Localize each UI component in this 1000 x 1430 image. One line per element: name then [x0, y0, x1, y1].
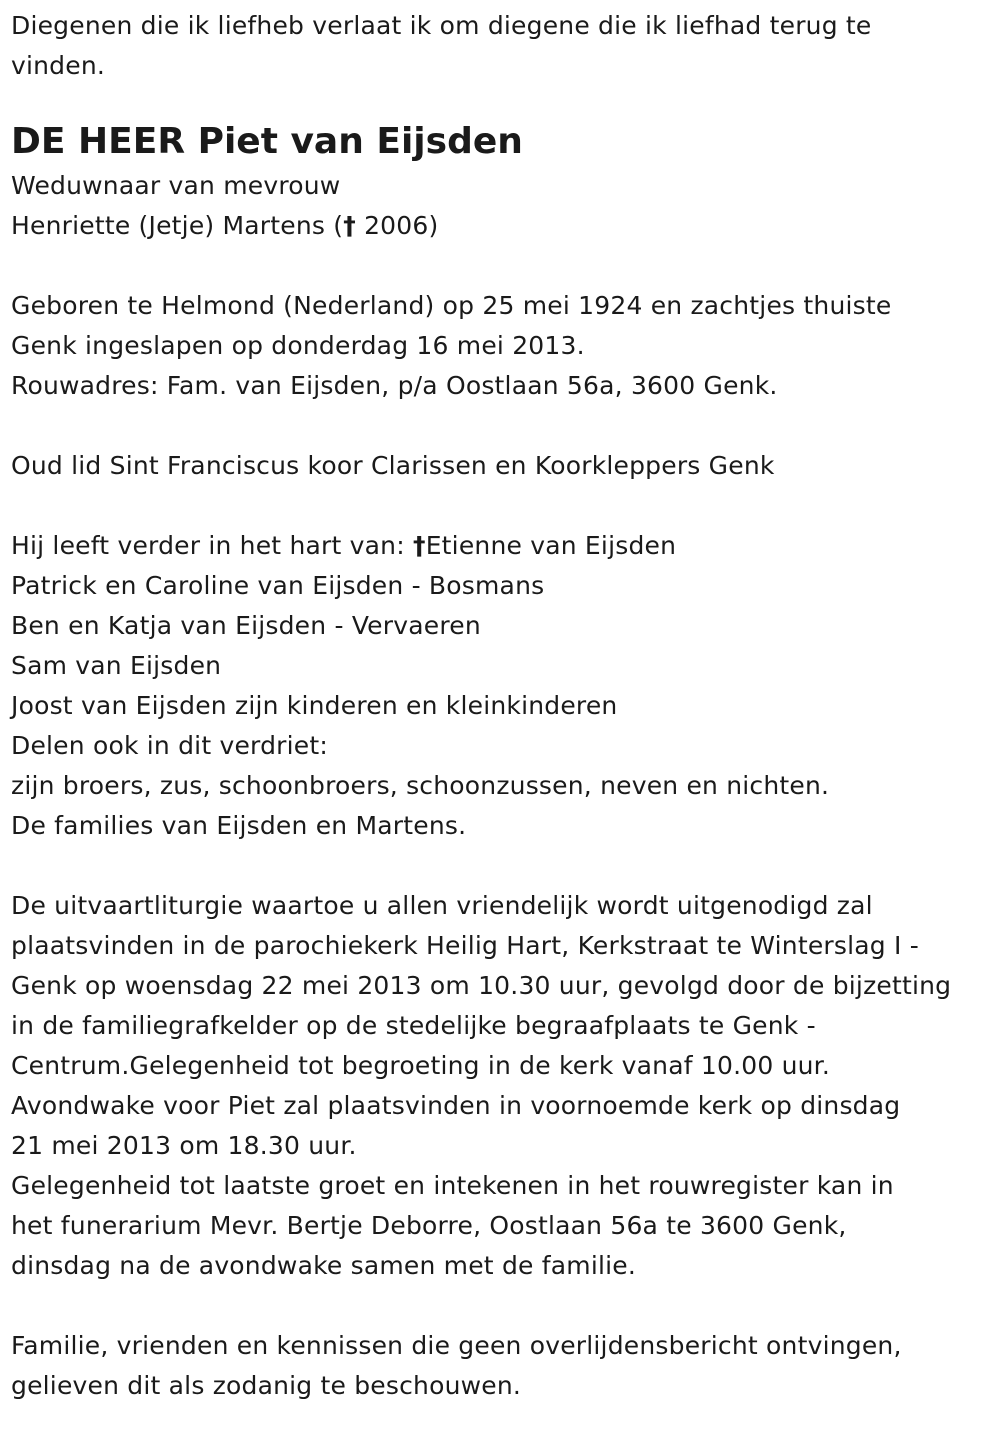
- family-line: Patrick en Caroline van Eijsden - Bosmans: [11, 571, 545, 600]
- spacer: [11, 486, 986, 526]
- funeral-line: in de familiegrafkelder op de stedelijke begraafplaats te Genk -: [11, 1011, 816, 1040]
- family-line: Delen ook in dit verdriet:: [11, 731, 328, 760]
- funeral-line: Centrum.Gelegenheid tot begroeting in de kerk vanaf 10.00 uur.: [11, 1051, 831, 1080]
- cross-icon: †: [343, 211, 356, 240]
- family-intro-line: [11, 526, 986, 566]
- spouse-line: Weduwnaar van mevrouw: [11, 171, 341, 200]
- closing-line: Familie, vrienden en kennissen die geen overlijdensbericht ontvingen,: [11, 1331, 902, 1360]
- spouse-block: [11, 166, 986, 246]
- quote-block: [11, 6, 986, 86]
- spouse-name-text: Henriette (Jetje) Martens (: [11, 211, 344, 240]
- obituary-notice: [11, 6, 986, 1406]
- membership-line: Oud lid Sint Franciscus koor Clarissen en Koorkleppers Genk: [11, 451, 775, 480]
- family-intro-text: Hij leeft verder in het hart van:: [11, 531, 413, 560]
- funeral-line: Genk op woensdag 22 mei 2013 om 10.30 uur, gevolgd door de bijzetting: [11, 971, 952, 1000]
- mourning-address-line: Rouwadres: Fam. van Eijsden, p/a Oostlaan 56a, 3600 Genk.: [11, 371, 778, 400]
- family-line: Ben en Katja van Eijsden - Vervaeren: [11, 611, 481, 640]
- quote-line: vinden.: [11, 51, 106, 80]
- funeral-line: 21 mei 2013 om 18.30 uur.: [11, 1131, 357, 1160]
- spacer: [11, 406, 986, 446]
- funeral-line: dinsdag na de avondwake samen met de familie.: [11, 1251, 636, 1280]
- birth-death-block: [11, 286, 986, 406]
- funeral-line: Gelegenheid tot laatste groet en intekenen in het rouwregister kan in: [11, 1171, 894, 1200]
- funeral-line: Avondwake voor Piet zal plaatsvinden in voornoemde kerk op dinsdag: [11, 1091, 901, 1120]
- family-line: zijn broers, zus, schoonbroers, schoonzussen, neven en nichten.: [11, 771, 830, 800]
- family-intro-name: Etienne van Eijsden: [425, 531, 677, 560]
- funeral-line: De uitvaartliturgie waartoe u allen vriendelijk wordt uitgenodigd zal: [11, 891, 873, 920]
- funeral-block: [11, 886, 986, 1286]
- spouse-death-year: 2006): [355, 211, 439, 240]
- spacer: [11, 246, 986, 286]
- family-block: [11, 526, 986, 846]
- quote-line: Diegenen die ik liefheb verlaat ik om diegene die ik liefhad terug te: [11, 11, 872, 40]
- deceased-name-heading: DE HEER Piet van Eijsden: [11, 121, 523, 162]
- cross-icon: †: [412, 531, 426, 560]
- spouse-name-line: [11, 206, 986, 246]
- closing-line: gelieven dit als zodanig te beschouwen.: [11, 1371, 522, 1400]
- family-line: De families van Eijsden en Martens.: [11, 811, 467, 840]
- family-line: Joost van Eijsden zijn kinderen en kleinkinderen: [11, 691, 618, 720]
- spacer: [11, 1286, 986, 1326]
- funeral-line: plaatsvinden in de parochiekerk Heilig Hart, Kerkstraat te Winterslag I -: [11, 931, 919, 960]
- family-line: Sam van Eijsden: [11, 651, 222, 680]
- spacer: [11, 846, 986, 886]
- funeral-line: het funerarium Mevr. Bertje Deborre, Oostlaan 56a te 3600 Genk,: [11, 1211, 847, 1240]
- birth-death-line: Genk ingeslapen op donderdag 16 mei 2013.: [11, 331, 585, 360]
- birth-death-line: Geboren te Helmond (Nederland) op 25 mei 1924 en zachtjes thuiste: [11, 291, 892, 320]
- closing-block: [11, 1326, 986, 1406]
